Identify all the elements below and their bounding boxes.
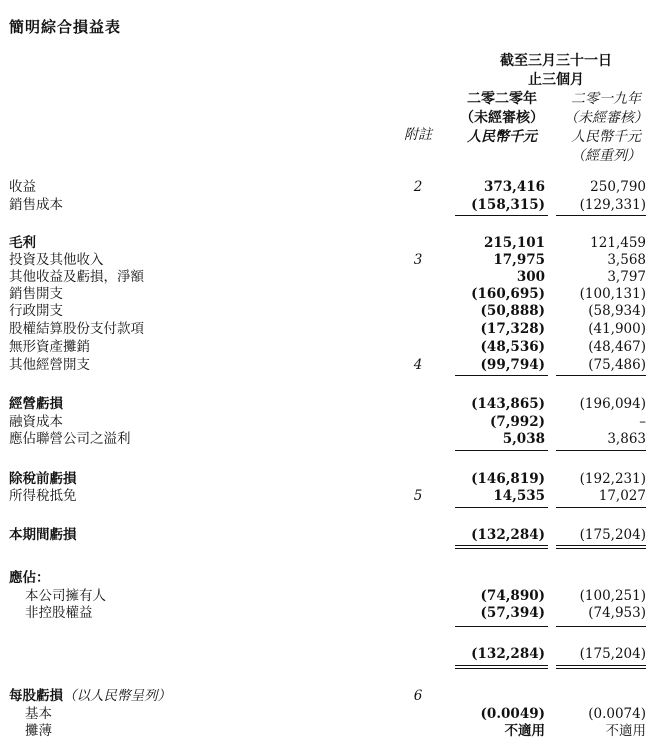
table-row: [0, 470, 669, 488]
row-current: (146,819): [471, 471, 545, 487]
row-label: 收益: [9, 179, 36, 195]
row-prior: (175,204): [579, 646, 646, 662]
row-prior: (41,900): [588, 321, 646, 337]
row-prior: 不適用: [605, 723, 646, 739]
row-label: 毛利: [9, 235, 36, 251]
table-row: [0, 178, 669, 196]
row-label: 攤薄: [25, 723, 52, 739]
period-line-1: 截至三月三十一日: [500, 53, 612, 69]
table-row: [0, 587, 669, 605]
total-double-rule: [556, 548, 646, 549]
table-row: [0, 604, 669, 622]
table-row: [0, 395, 669, 413]
current-year: 二零二零年: [467, 91, 537, 107]
row-prior: (48,467): [588, 339, 646, 355]
table-row: [0, 268, 669, 286]
row-prior: (100,131): [579, 286, 646, 302]
row-prior: (58,934): [588, 303, 646, 319]
current-period-header: [456, 90, 548, 147]
table-row: [0, 722, 669, 740]
row-current: (7,992): [489, 414, 545, 430]
prior-restated: （經重列）: [571, 148, 641, 164]
row-label: 銷售開支: [9, 286, 63, 302]
table-row: [0, 413, 669, 431]
row-prior: 121,459: [590, 235, 646, 251]
row-current: 14,535: [493, 488, 545, 504]
total-double-rule: [455, 665, 548, 666]
table-row: [0, 356, 669, 374]
row-current: 17,975: [493, 252, 545, 268]
period-header: [458, 52, 654, 90]
subtotal-rule: [455, 215, 548, 216]
period-line-2: 止三個月: [528, 72, 584, 88]
row-prior: (192,231): [579, 471, 646, 487]
row-label: 其他收益及虧損，淨額: [9, 269, 144, 285]
current-unit: 人民幣千元: [467, 129, 537, 145]
row-current: 不適用: [504, 723, 545, 739]
row-current: 215,101: [483, 235, 545, 251]
subtotal-rule: [455, 450, 548, 451]
table-row: [0, 487, 669, 505]
total-double-rule: [455, 548, 548, 549]
row-current: 300: [516, 269, 545, 285]
row-label: 所得稅抵免: [9, 488, 77, 504]
table-row: [0, 687, 669, 705]
subtotal-rule: [556, 626, 646, 627]
row-current: 373,416: [483, 179, 545, 195]
row-current: (99,794): [480, 357, 545, 373]
prior-unit: 人民幣千元: [571, 129, 641, 145]
row-current: (132,284): [471, 646, 545, 662]
table-row: [0, 234, 669, 252]
row-label: [9, 687, 171, 705]
eps-currency-note: （以人民幣呈列）: [63, 688, 171, 704]
total-double-rule: [455, 668, 548, 669]
row-current: 5,038: [502, 431, 545, 447]
row-prior: (75,486): [588, 357, 646, 373]
row-label: 經營虧損: [9, 396, 63, 412]
row-label: 股權結算股份支付款項: [9, 321, 144, 337]
row-current: (48,536): [480, 339, 545, 355]
row-note: 6: [413, 688, 423, 704]
row-prior: (175,204): [579, 527, 646, 543]
table-row: [0, 320, 669, 338]
row-current: (57,394): [480, 605, 545, 621]
prior-audit-status: （未經審核）: [564, 110, 648, 126]
subtotal-rule: [556, 375, 646, 376]
current-audit-status: （未經審核）: [460, 110, 544, 126]
row-label: 本公司擁有人: [25, 588, 106, 604]
row-prior: 3,863: [607, 431, 646, 447]
row-prior: (0.0074): [588, 706, 646, 722]
total-double-rule: [556, 665, 646, 666]
row-label: 基本: [25, 706, 52, 722]
row-note: 3: [413, 252, 423, 268]
row-prior: 17,027: [598, 488, 646, 504]
row-prior: –: [639, 414, 646, 430]
row-label: 投資及其他收入: [9, 252, 104, 268]
row-prior: 3,797: [607, 269, 646, 285]
subtotal-rule: [455, 507, 548, 508]
subtotal-rule: [455, 626, 548, 627]
row-label: 融資成本: [9, 414, 63, 430]
statement-title: 簡明綜合損益表: [9, 18, 122, 36]
notes-column-header: 附註: [404, 127, 432, 143]
table-row: [0, 251, 669, 269]
row-prior: (196,094): [579, 396, 646, 412]
eps-heading: 每股虧損: [9, 688, 63, 704]
row-current: (143,865): [471, 396, 545, 412]
row-label: 應佔聯營公司之溢利: [9, 431, 131, 447]
table-row: [0, 430, 669, 448]
total-double-rule: [455, 545, 548, 546]
row-current: (17,328): [480, 321, 545, 337]
table-row: [0, 645, 669, 663]
prior-year: 二零一九年: [571, 91, 641, 107]
row-note: 5: [413, 488, 423, 504]
row-prior: (129,331): [579, 197, 646, 213]
subtotal-rule: [556, 507, 646, 508]
table-row: [0, 569, 669, 587]
row-current: (0.0049): [480, 706, 545, 722]
row-prior: (100,251): [579, 588, 646, 604]
table-row: [0, 526, 669, 544]
table-row: [0, 705, 669, 723]
row-label: 銷售成本: [9, 197, 63, 213]
table-row: [0, 302, 669, 320]
subtotal-rule: [556, 450, 646, 451]
subtotal-rule: [556, 215, 646, 216]
row-prior: 3,568: [607, 252, 646, 268]
prior-period-header: [556, 90, 656, 166]
row-note: 4: [413, 357, 423, 373]
row-note: 2: [413, 179, 423, 195]
row-prior: 250,790: [590, 179, 646, 195]
row-label: 無形資產攤銷: [9, 339, 90, 355]
row-current: (50,888): [480, 303, 545, 319]
table-row: [0, 285, 669, 303]
row-current: (132,284): [471, 527, 545, 543]
row-label: 非控股權益: [25, 605, 93, 621]
row-current: (74,890): [480, 588, 545, 604]
table-row: [0, 196, 669, 214]
subtotal-rule: [455, 375, 548, 376]
row-prior: (74,953): [588, 605, 646, 621]
row-current: (160,695): [471, 286, 545, 302]
total-double-rule: [556, 668, 646, 669]
row-label: 應佔：: [9, 570, 50, 586]
row-label: 除稅前虧損: [9, 471, 77, 487]
row-label: 本期間虧損: [9, 527, 77, 543]
table-row: [0, 338, 669, 356]
row-label: 其他經營開支: [9, 357, 90, 373]
total-double-rule: [556, 545, 646, 546]
row-current: (158,315): [471, 197, 545, 213]
row-label: 行政開支: [9, 303, 63, 319]
